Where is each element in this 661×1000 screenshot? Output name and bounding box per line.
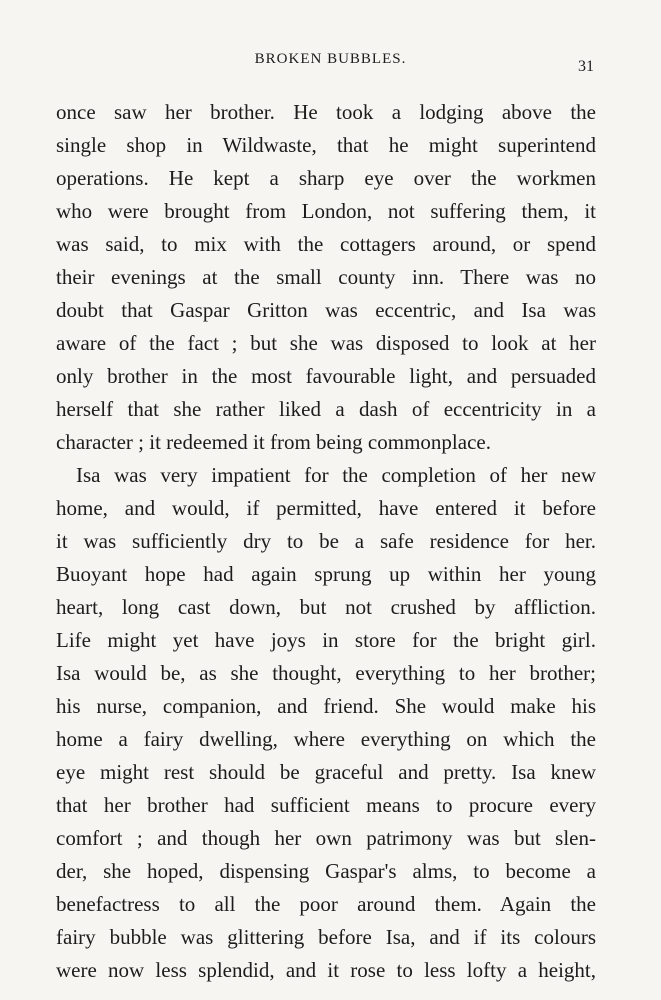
body-text [56,96,596,987]
text-line: his nurse, companion, and friend. She would make his [56,694,596,718]
paragraph-end-line: character ; it redeemed it from being commonplace. [56,430,491,454]
text-line: home a fairy dwelling, where everything on which the [56,727,596,751]
text-line: eye might rest should be graceful and pretty. Isa knew [56,760,596,784]
text-line: benefactress to all the poor around them. Again the [56,892,596,916]
text-line: aware of the fact ; but she was disposed to look at her [56,331,596,355]
text-line: who were brought from London, not suffering them, it [56,199,596,223]
text-line: der, she hoped, dispensing Gaspar's alms, to become a [56,859,596,883]
text-line: fairy bubble was glittering before Isa, and if its colours [56,925,596,949]
text-line: comfort ; and though her own patrimony was but slen- [56,826,596,850]
text-line: was said, to mix with the cottagers around, or spend [56,232,596,256]
text-line: doubt that Gaspar Gritton was eccentric, and Isa was [56,298,596,322]
running-title: BROKEN BUBBLES. [254,51,407,67]
text-line: that her brother had sufficient means to procure every [56,793,596,817]
page-number: 31 [578,58,594,75]
text-line: Isa would be, as she thought, everything to her brother; [56,661,596,685]
text-line: only brother in the most favourable light, and persuaded [56,364,596,388]
text-line: operations. He kept a sharp eye over the workmen [56,166,596,190]
text-line: heart, long cast down, but not crushed by affliction. [56,595,596,619]
text-line: single shop in Wildwaste, that he might superintend [56,133,596,157]
text-line: once saw her brother. He took a lodging above the [56,100,596,124]
text-line: home, and would, if permitted, have entered it before [56,496,596,520]
text-line: it was sufficiently dry to be a safe residence for her. [56,529,596,553]
text-line: herself that she rather liked a dash of eccentricity in a [56,397,596,421]
text-line: Life might yet have joys in store for the bright girl. [56,628,596,652]
text-line: Buoyant hope had again sprung up within her young [56,562,596,586]
paragraph-start-line: Isa was very impatient for the completion of her new [76,463,596,487]
text-line: their evenings at the small county inn. There was no [56,265,596,289]
text-line: were now less splendid, and it rose to less lofty a height, [56,958,596,982]
